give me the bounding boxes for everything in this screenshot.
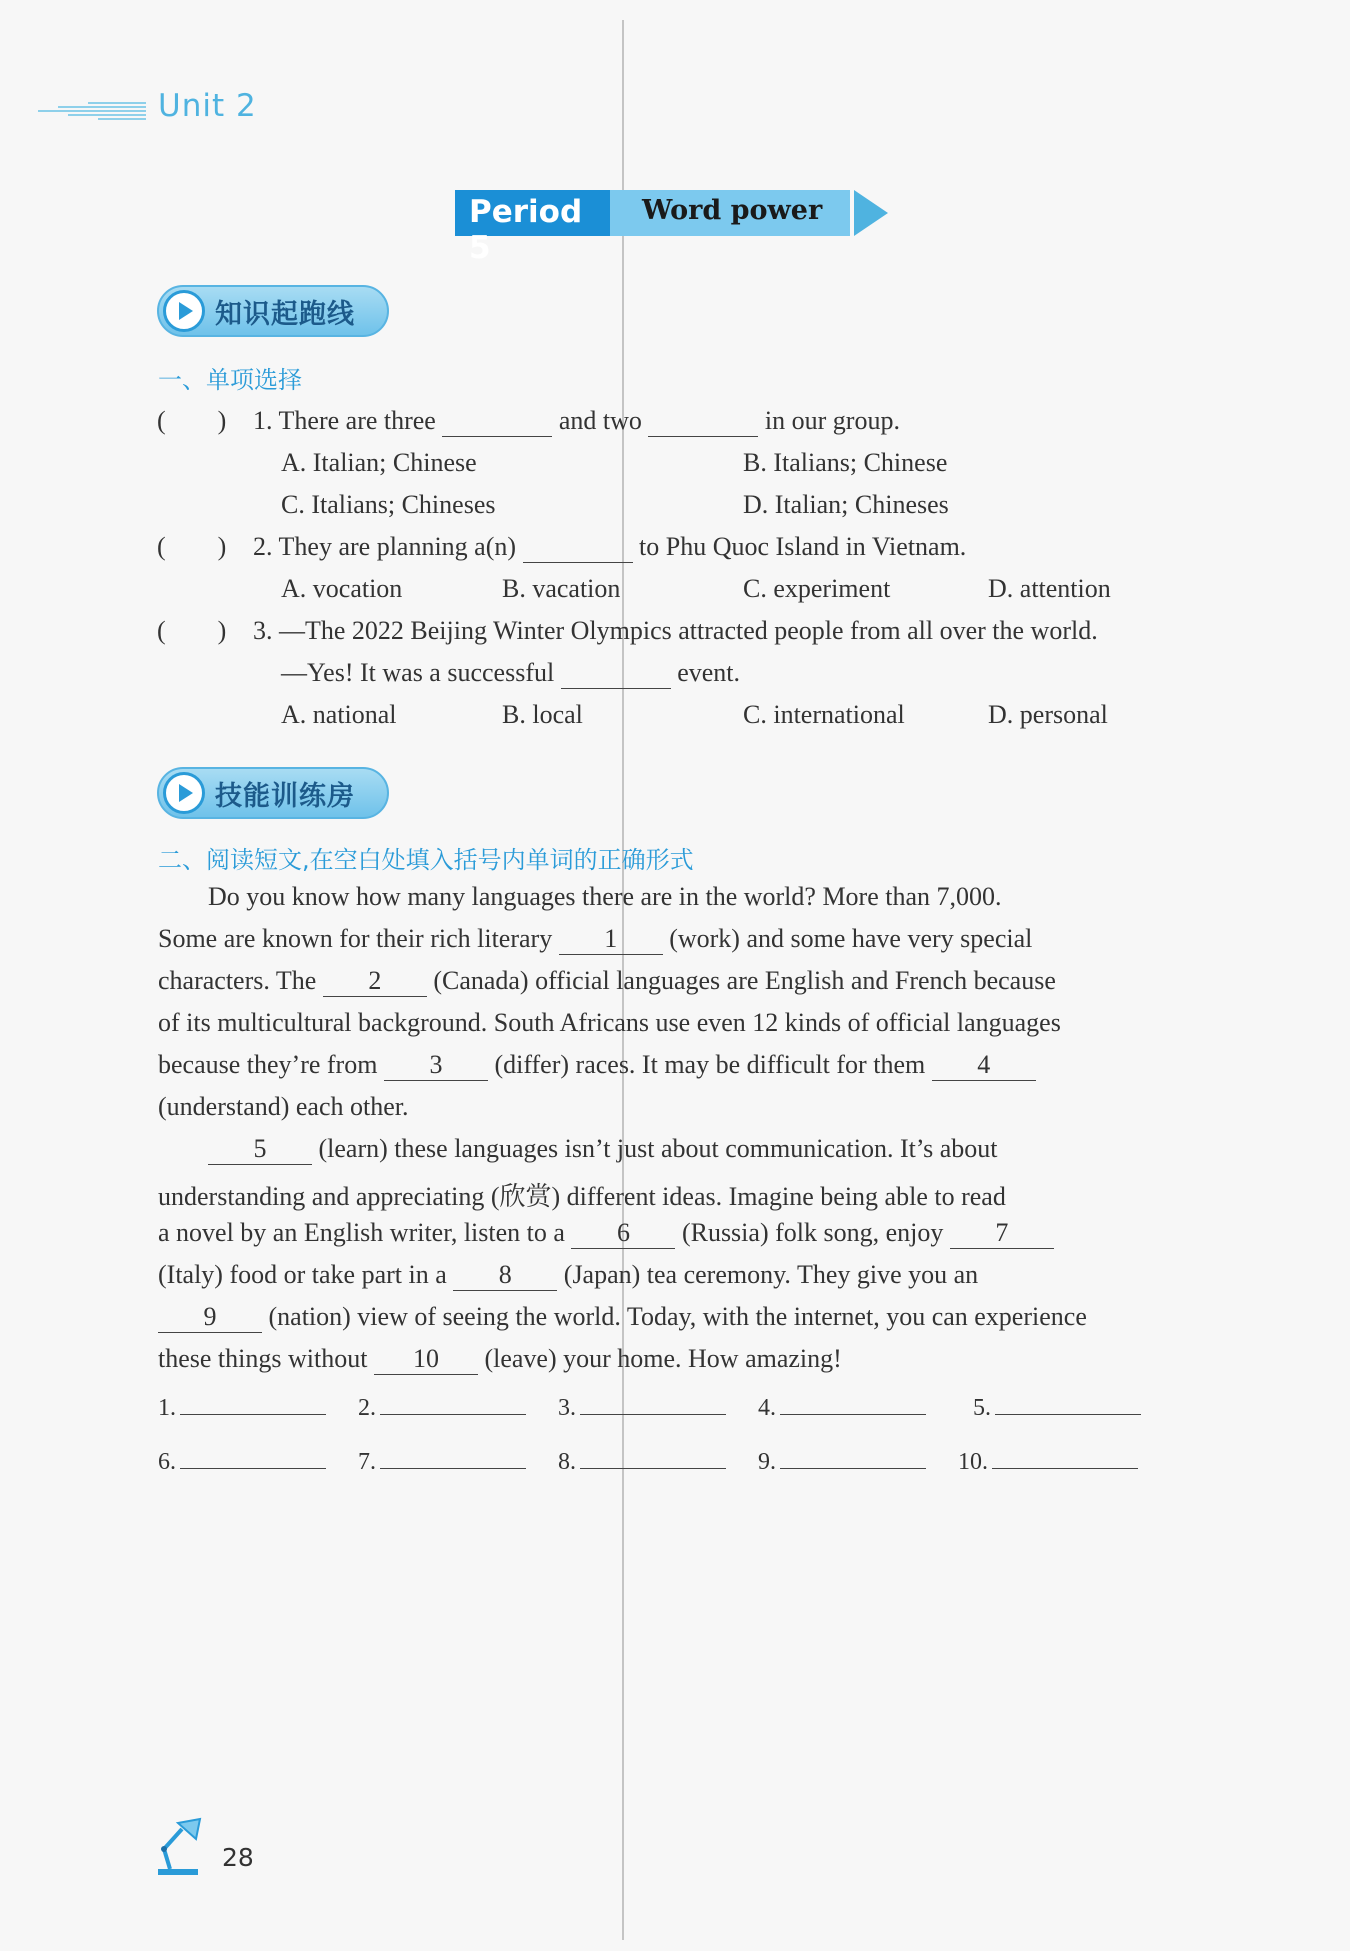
answer-paren-q3[interactable]: ( ): [157, 616, 227, 645]
section2-pill-text: 技能训练房: [215, 780, 355, 812]
option-q3-b: B. local: [502, 700, 583, 729]
passage-line-3: characters. The 2 (Canada) official languages are English and French because: [158, 966, 1056, 995]
blank-8[interactable]: 8: [453, 1260, 557, 1291]
option-q2-a: A. vocation: [281, 574, 403, 603]
passage-line-6: (understand) each other.: [158, 1092, 409, 1121]
blank-6[interactable]: 6: [571, 1218, 675, 1249]
question-2: 2. They are planning a(n) to Phu Quoc Island in Vietnam.: [253, 532, 967, 561]
blank[interactable]: [648, 406, 758, 437]
answer-slot-2[interactable]: 2.: [358, 1386, 526, 1422]
passage-line-1: Do you know how many languages there are in the world? More than 7,000.: [208, 882, 1002, 911]
option-q3-a: A. national: [281, 700, 397, 729]
blank-5[interactable]: 5: [208, 1134, 312, 1165]
passage-line-10: (Italy) food or take part in a 8 (Japan) tea ceremony. They give you an: [158, 1260, 979, 1289]
answer-slot-3[interactable]: 3.: [558, 1386, 726, 1422]
answer-slot-8[interactable]: 8.: [558, 1440, 726, 1476]
answer-paren-q2[interactable]: ( ): [157, 532, 227, 561]
answer-slot-6[interactable]: 6.: [158, 1440, 326, 1476]
page-number: 28: [222, 1843, 254, 1872]
passage-line-5: because they’re from 3 (differ) races. It may be difficult for them 4: [158, 1050, 1036, 1081]
section2-pill: [157, 767, 389, 819]
option-q1-c: C. Italians; Chineses: [281, 490, 496, 519]
option-q2-c: C. experiment: [743, 574, 891, 603]
unit-stripes-decoration: [28, 102, 146, 122]
passage-line-4: of its multicultural background. South Africans use even 12 kinds of official languages: [158, 1008, 1061, 1037]
option-q1-d: D. Italian; Chineses: [743, 490, 949, 519]
section1-heading: 一、单项选择: [158, 366, 302, 394]
answer-slot-7[interactable]: 7.: [358, 1440, 526, 1476]
blank-10[interactable]: 10: [374, 1344, 478, 1375]
answer-slot-9[interactable]: 9.: [758, 1440, 926, 1476]
section1-pill: [157, 285, 389, 337]
blank-9[interactable]: 9: [158, 1302, 262, 1333]
period-label: Period 5: [455, 190, 610, 236]
blank-3[interactable]: 3: [384, 1050, 488, 1081]
option-q3-c: C. international: [743, 700, 905, 729]
question-1: 1. There are three and two in our group.: [253, 406, 900, 435]
unit-title: Unit 2: [158, 88, 257, 124]
answer-paren-q1[interactable]: ( ): [157, 406, 227, 435]
play-icon: [163, 772, 205, 814]
answer-slot-4[interactable]: 4.: [758, 1386, 926, 1422]
option-q2-d: D. attention: [988, 574, 1111, 603]
answer-slot-1[interactable]: 1.: [158, 1386, 326, 1422]
desk-lamp-icon: [156, 1815, 216, 1877]
question-3-reply: —Yes! It was a successful event.: [281, 658, 741, 687]
period-banner: [455, 190, 888, 266]
option-q1-b: B. Italians; Chinese: [743, 448, 948, 477]
option-q2-b: B. vacation: [502, 574, 621, 603]
option-q3-d: D. personal: [988, 700, 1108, 729]
blank[interactable]: [523, 532, 633, 563]
passage-line-2: Some are known for their rich literary 1 (work) and some have very special: [158, 924, 1033, 953]
answer-slot-5[interactable]: 5.: [973, 1386, 1141, 1422]
blank[interactable]: [561, 658, 671, 689]
section2-heading: 二、阅读短文,在空白处填入括号内单词的正确形式: [158, 846, 694, 874]
passage-line-8: understanding and appreciating (欣赏) different ideas. Imagine being able to read: [158, 1182, 1006, 1211]
period-topic: Word power: [610, 190, 850, 236]
passage-line-7: 5 (learn) these languages isn’t just about communication. It’s about: [208, 1134, 997, 1165]
section1-pill-text: 知识起跑线: [215, 298, 355, 330]
passage-line-9: a novel by an English writer, listen to a 6 (Russia) folk song, enjoy 7: [158, 1218, 1054, 1249]
question-3: 3. —The 2022 Beijing Winter Olympics attracted people from all over the world.: [253, 616, 1098, 645]
blank[interactable]: [442, 406, 552, 437]
blank-1[interactable]: 1: [559, 924, 663, 955]
passage-line-11: 9 (nation) view of seeing the world. Today, with the internet, you can experience: [158, 1302, 1087, 1333]
blank-2[interactable]: 2: [323, 966, 427, 997]
answer-slot-10[interactable]: 10.: [958, 1440, 1138, 1476]
passage-line-12: these things without 10 (leave) your home. How amazing!: [158, 1344, 842, 1373]
option-q1-a: A. Italian; Chinese: [281, 448, 477, 477]
banner-arrow-icon: [854, 190, 888, 236]
play-icon: [163, 290, 205, 332]
blank-7[interactable]: 7: [950, 1218, 1054, 1249]
blank-4[interactable]: 4: [932, 1050, 1036, 1081]
